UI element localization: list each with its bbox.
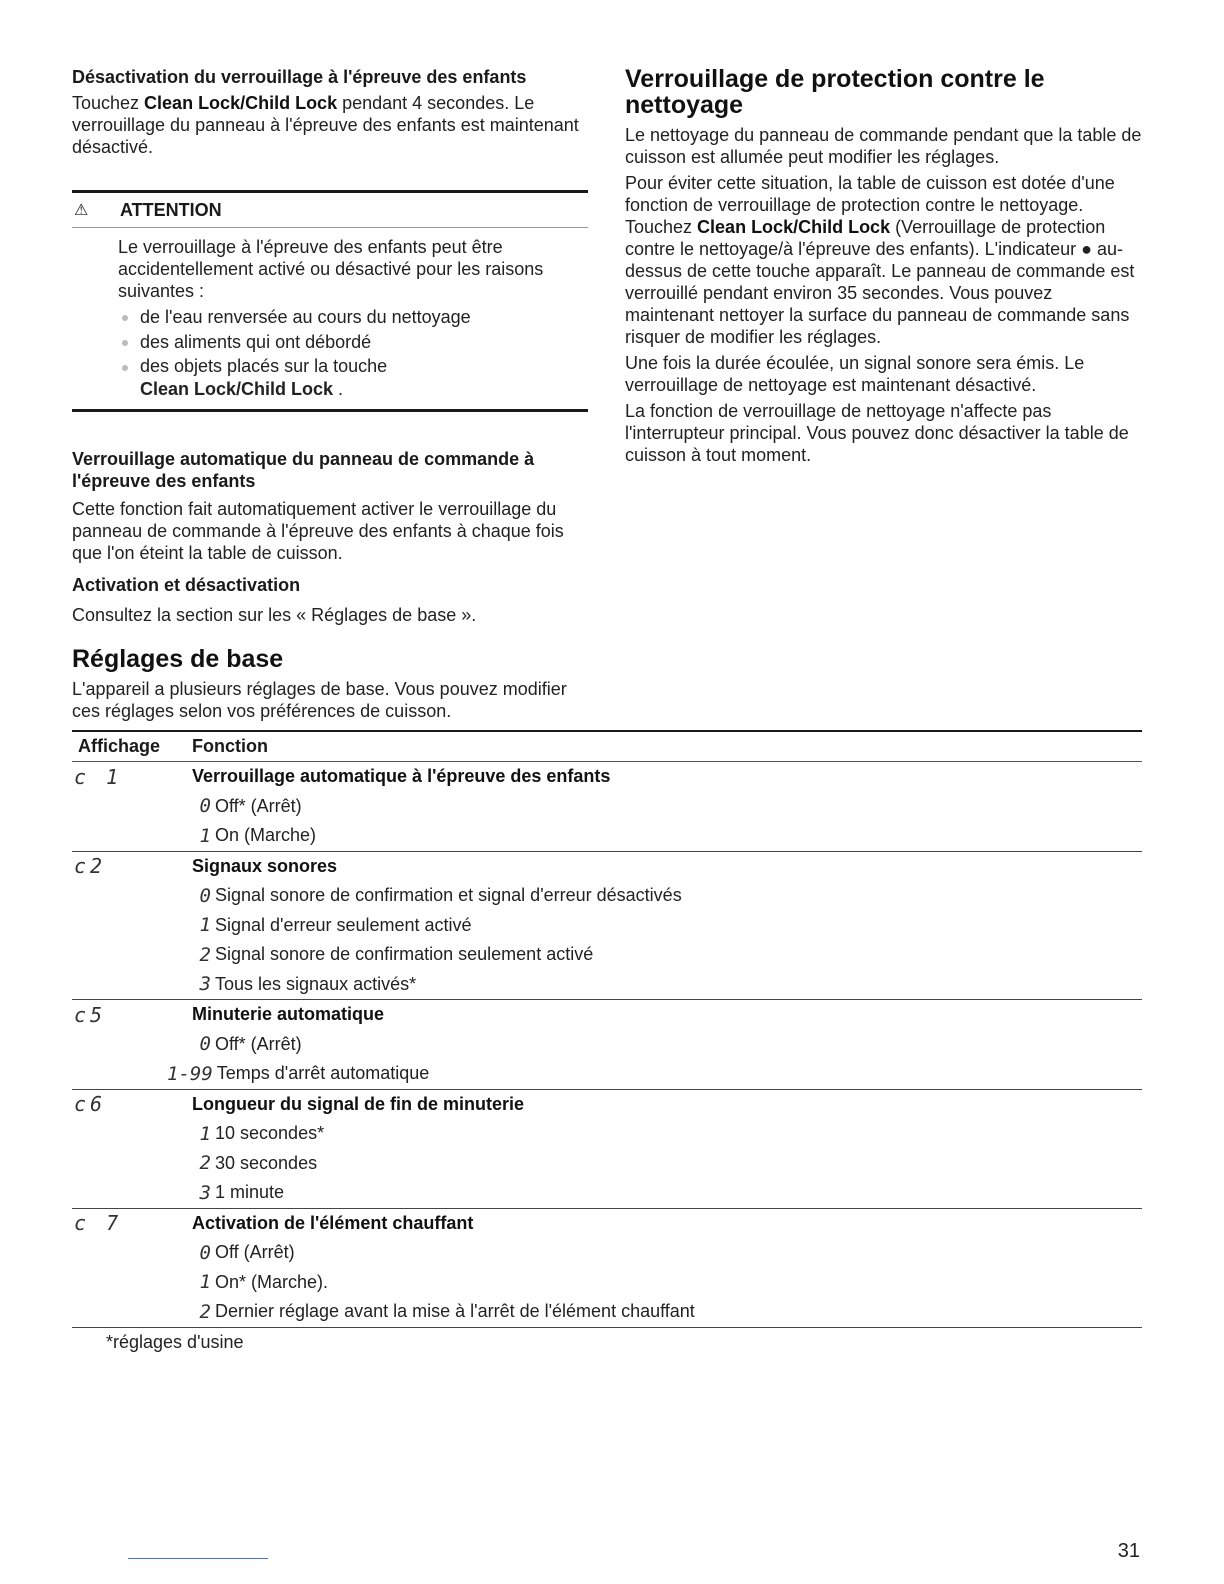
table-row: 2 Dernier réglage avant la mise à l'arrêt de l'élément chauffant bbox=[199, 1300, 695, 1323]
col-display: Affichage bbox=[78, 736, 161, 756]
table-row: 1 10 secondes* bbox=[199, 1122, 325, 1145]
table-row: 1 On (Marche) bbox=[199, 824, 317, 847]
attention-intro: Le verrouillage à l'épreuve des enfants peut être accidentellement activé ou désactivé pour les raisons suivantes : bbox=[118, 237, 544, 301]
base-settings-text: L'appareil a plusieurs réglages de base. Vous pouvez modifier ces réglages selon vos préférences de cuisson. bbox=[72, 679, 567, 721]
table-group bbox=[72, 1000, 1142, 1090]
list-item: de l'eau renversée au cours du nettoyage bbox=[118, 305, 588, 330]
auto-lock-heading: Verrouillage automatique du panneau de commande à l'épreuve des enfants bbox=[72, 449, 535, 491]
table-row: 3 Tous les signaux activés* bbox=[199, 973, 417, 996]
cleaning-lock-p4: La fonction de verrouillage de nettoyage n'affecte pas l'interrupteur principal. Vous pouvez donc désactiver la table de cuisson à tout moment. bbox=[625, 401, 1129, 465]
attention-header bbox=[72, 193, 588, 228]
display-code: c 1 bbox=[74, 764, 123, 789]
display-code: c5 bbox=[74, 1002, 107, 1027]
display-code: c2 bbox=[74, 854, 107, 879]
table-group bbox=[72, 1209, 1142, 1328]
group-title: Longueur du signal de fin de minuterie bbox=[192, 1093, 525, 1114]
activation-heading: Activation et désactivation bbox=[72, 575, 301, 595]
settings-table bbox=[72, 730, 1142, 1353]
attention-list bbox=[118, 305, 588, 401]
group-title: Verrouillage automatique à l'épreuve des enfants bbox=[192, 766, 611, 787]
table-footnote: *réglages d'usine bbox=[106, 1331, 244, 1352]
base-settings-title: Réglages de base bbox=[72, 645, 284, 673]
table-row: 0 Off* (Arrêt) bbox=[199, 1033, 302, 1056]
display-code: c6 bbox=[74, 1092, 107, 1117]
list-item: des aliments qui ont débordé bbox=[118, 330, 588, 355]
left-column bbox=[72, 66, 588, 722]
table-row: 0 Signal sonore de confirmation et signal d'erreur désactivés bbox=[199, 884, 682, 907]
table-group bbox=[72, 1090, 1142, 1209]
table-row: 1 On* (Marche). bbox=[199, 1271, 329, 1294]
cleaning-lock-p3: Une fois la durée écoulée, un signal sonore sera émis. Le verrouillage de nettoyage est maintenant désactivé. bbox=[625, 353, 1085, 395]
table-row: 3 1 minute bbox=[199, 1181, 285, 1204]
cleaning-lock-p1: Le nettoyage du panneau de commande pendant que la table de cuisson est allumée peut modifier les réglages. bbox=[625, 125, 1142, 167]
display-code: c 7 bbox=[74, 1211, 123, 1236]
table-row: 2 Signal sonore de confirmation seulement activé bbox=[199, 943, 594, 966]
activation-text: Consultez la section sur les « Réglages de base ». bbox=[72, 605, 477, 625]
auto-lock-text: Cette fonction fait automatiquement activer le verrouillage du panneau de commande à l'épreuve des enfants à chaque fois que l'on éteint la table de cuisson. bbox=[72, 499, 564, 563]
attention-heading: ATTENTION bbox=[120, 199, 222, 220]
cleaning-lock-title: Verrouillage de protection contre le nettoyage bbox=[625, 65, 1045, 119]
col-function: Fonction bbox=[192, 736, 268, 756]
attention-box bbox=[72, 190, 588, 412]
table-group bbox=[72, 852, 1142, 1001]
group-title: Minuterie automatique bbox=[192, 1004, 385, 1025]
table-header bbox=[72, 730, 1142, 762]
group-title: Activation de l'élément chauffant bbox=[192, 1212, 474, 1233]
list-item: des objets placés sur la touche Clean Lock/Child Lock . bbox=[118, 355, 588, 401]
table-row: 0 Off (Arrêt) bbox=[199, 1241, 295, 1264]
table-group bbox=[72, 762, 1142, 852]
cleaning-lock-p2: Pour éviter cette situation, la table de cuisson est dotée d'une fonction de verrouillage de protection contre le nettoyage. Touchez Clean Lock/Child Lock (Verrouillage de protection contre le nettoyage/à l'épreuve des enfants). L'indicateur ● au-dessus de cette touche apparaît. Le panneau de commande est verrouillé pendant environ 35 secondes. Vous pouvez maintenant nettoyer la surface du panneau de commande sans risquer de modifier les réglages. bbox=[625, 173, 1135, 347]
attention-body bbox=[72, 228, 588, 401]
table-row: 2 30 secondes bbox=[199, 1152, 318, 1175]
table-row: 0 Off* (Arrêt) bbox=[199, 795, 302, 818]
group-title: Signaux sonores bbox=[192, 855, 338, 876]
right-column bbox=[625, 66, 1145, 466]
deactivation-text: Touchez Clean Lock/Child Lock pendant 4 secondes. Le verrouillage du panneau à l'épreuve des enfants est maintenant désactivé. bbox=[72, 93, 579, 157]
deactivation-heading: Désactivation du verrouillage à l'épreuve des enfants bbox=[72, 67, 527, 87]
page-number: 31 bbox=[1117, 1540, 1140, 1562]
footer-link-line bbox=[128, 1558, 268, 1559]
table-row: 1 Signal d'erreur seulement activé bbox=[199, 914, 472, 937]
warning-icon: ⚠ bbox=[74, 202, 89, 219]
table-row: 1-99 Temps d'arrêt automatique bbox=[167, 1062, 430, 1085]
